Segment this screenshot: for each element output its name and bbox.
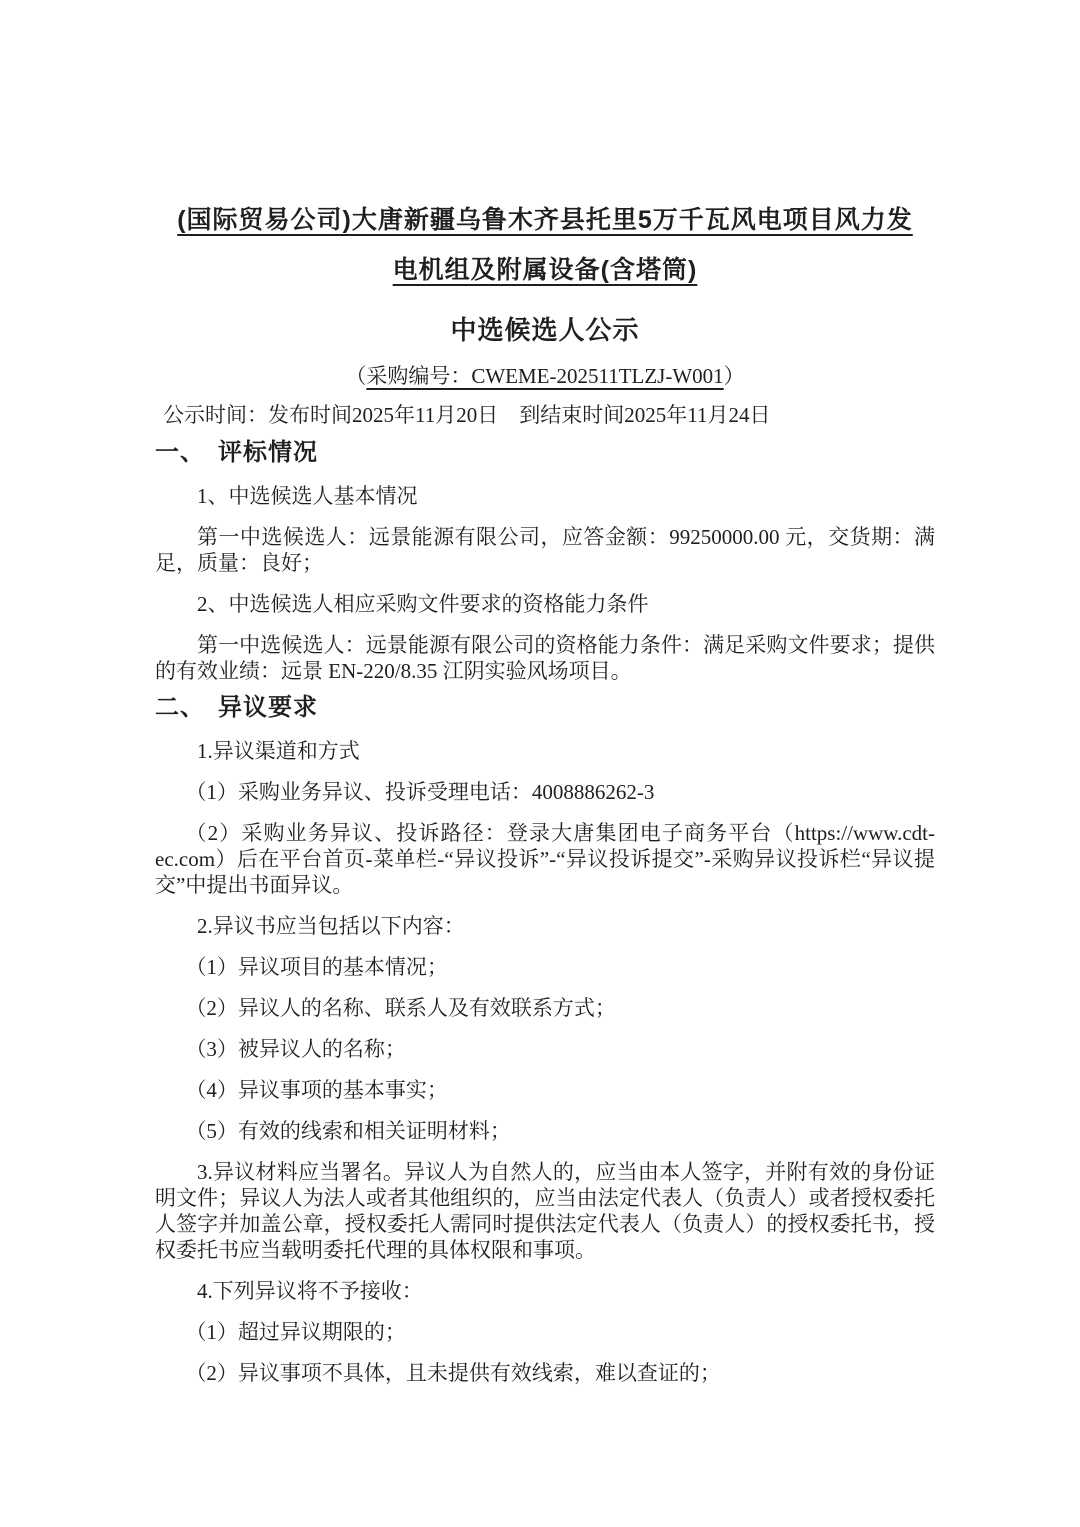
- paragraph-objection-letter-contents: 2.异议书应当包括以下内容：: [197, 914, 465, 938]
- paragraph-rejection-vague: （2）异议事项不具体，且未提供有效线索，难以查证的；: [185, 1361, 721, 1385]
- paragraph-item-objector-name: （2）异议人的名称、联系人及有效联系方式；: [185, 996, 616, 1020]
- document-title: [155, 195, 935, 295]
- paragraph-item-project-info: （1）异议项目的基本情况；: [185, 955, 448, 979]
- paragraph-rejection-heading: 4.下列异议将不予接收：: [197, 1279, 423, 1303]
- paragraph-item-basic-facts: （4）异议事项的基本事实；: [185, 1078, 448, 1102]
- notice-title: 中选候选人公示: [450, 315, 640, 345]
- section-heading-evaluation: 一、 评标情况: [155, 439, 318, 466]
- paragraph-item-objected-name: （3）被异议人的名称；: [185, 1037, 406, 1061]
- paragraph-signature-requirement: 3.异议材料应当署名。异议人为自然人的，应当由本人签字，并附有效的身份证明文件；异议人为法人或者其他组织的，应当由法定代表人（负责人）或者授权委托人签字并加盖公章，授权委托人需同时提供法定代表人（负责人）的授权委托书，授权委托书应当载明委托代理的具体权限和事项。: [155, 1160, 935, 1262]
- section-heading-objection: 二、 异议要求: [155, 694, 318, 721]
- procurement-close-paren: ）: [723, 364, 745, 388]
- paragraph-objection-path: （2）采购业务异议、投诉路径：登录大唐集团电子商务平台（https://www.cdt-ec.com）后在平台首页-菜单栏-“异议投诉”-“异议投诉提交”-采购异议投诉栏“异议提交”中提出书面异议。: [155, 821, 935, 897]
- paragraph-item-evidence: （5）有效的线索和相关证明材料；: [185, 1119, 511, 1143]
- paragraph-qualification-heading: 2、中选候选人相应采购文件要求的资格能力条件: [197, 592, 649, 616]
- paragraph-objection-channel: 1.异议渠道和方式: [197, 739, 360, 763]
- paragraph-candidate-basic-info: 1、中选候选人基本情况: [197, 484, 418, 508]
- procurement-open-paren: （: [345, 364, 367, 388]
- procurement-number: 采购编号：CWEME-202511TLZJ-W001: [366, 364, 724, 388]
- paragraph-rejection-overdue: （1）超过异议期限的；: [185, 1320, 406, 1344]
- procurement-number-line: [155, 361, 935, 391]
- document-title-line-2: 电机组及附属设备(含塔筒): [392, 256, 698, 284]
- paragraph-objection-phone: （1）采购业务异议、投诉受理电话：4008886262-3: [185, 780, 655, 804]
- publish-time-line: 公示时间：发布时间2025年11月20日 到结束时间2025年11月24日: [163, 403, 771, 427]
- paragraph-first-candidate-offer: 第一中选候选人：远景能源有限公司，应答金额：99250000.00 元，交货期：满足，质量：良好；: [155, 525, 935, 575]
- document-title-line-1: (国际贸易公司)大唐新疆乌鲁木齐县托里5万千瓦风电项目风力发: [177, 206, 913, 234]
- paragraph-first-candidate-qualification: 第一中选候选人：远景能源有限公司的资格能力条件：满足采购文件要求；提供的有效业绩：远景 EN-220/8.35 江阴实验风场项目。: [155, 633, 935, 683]
